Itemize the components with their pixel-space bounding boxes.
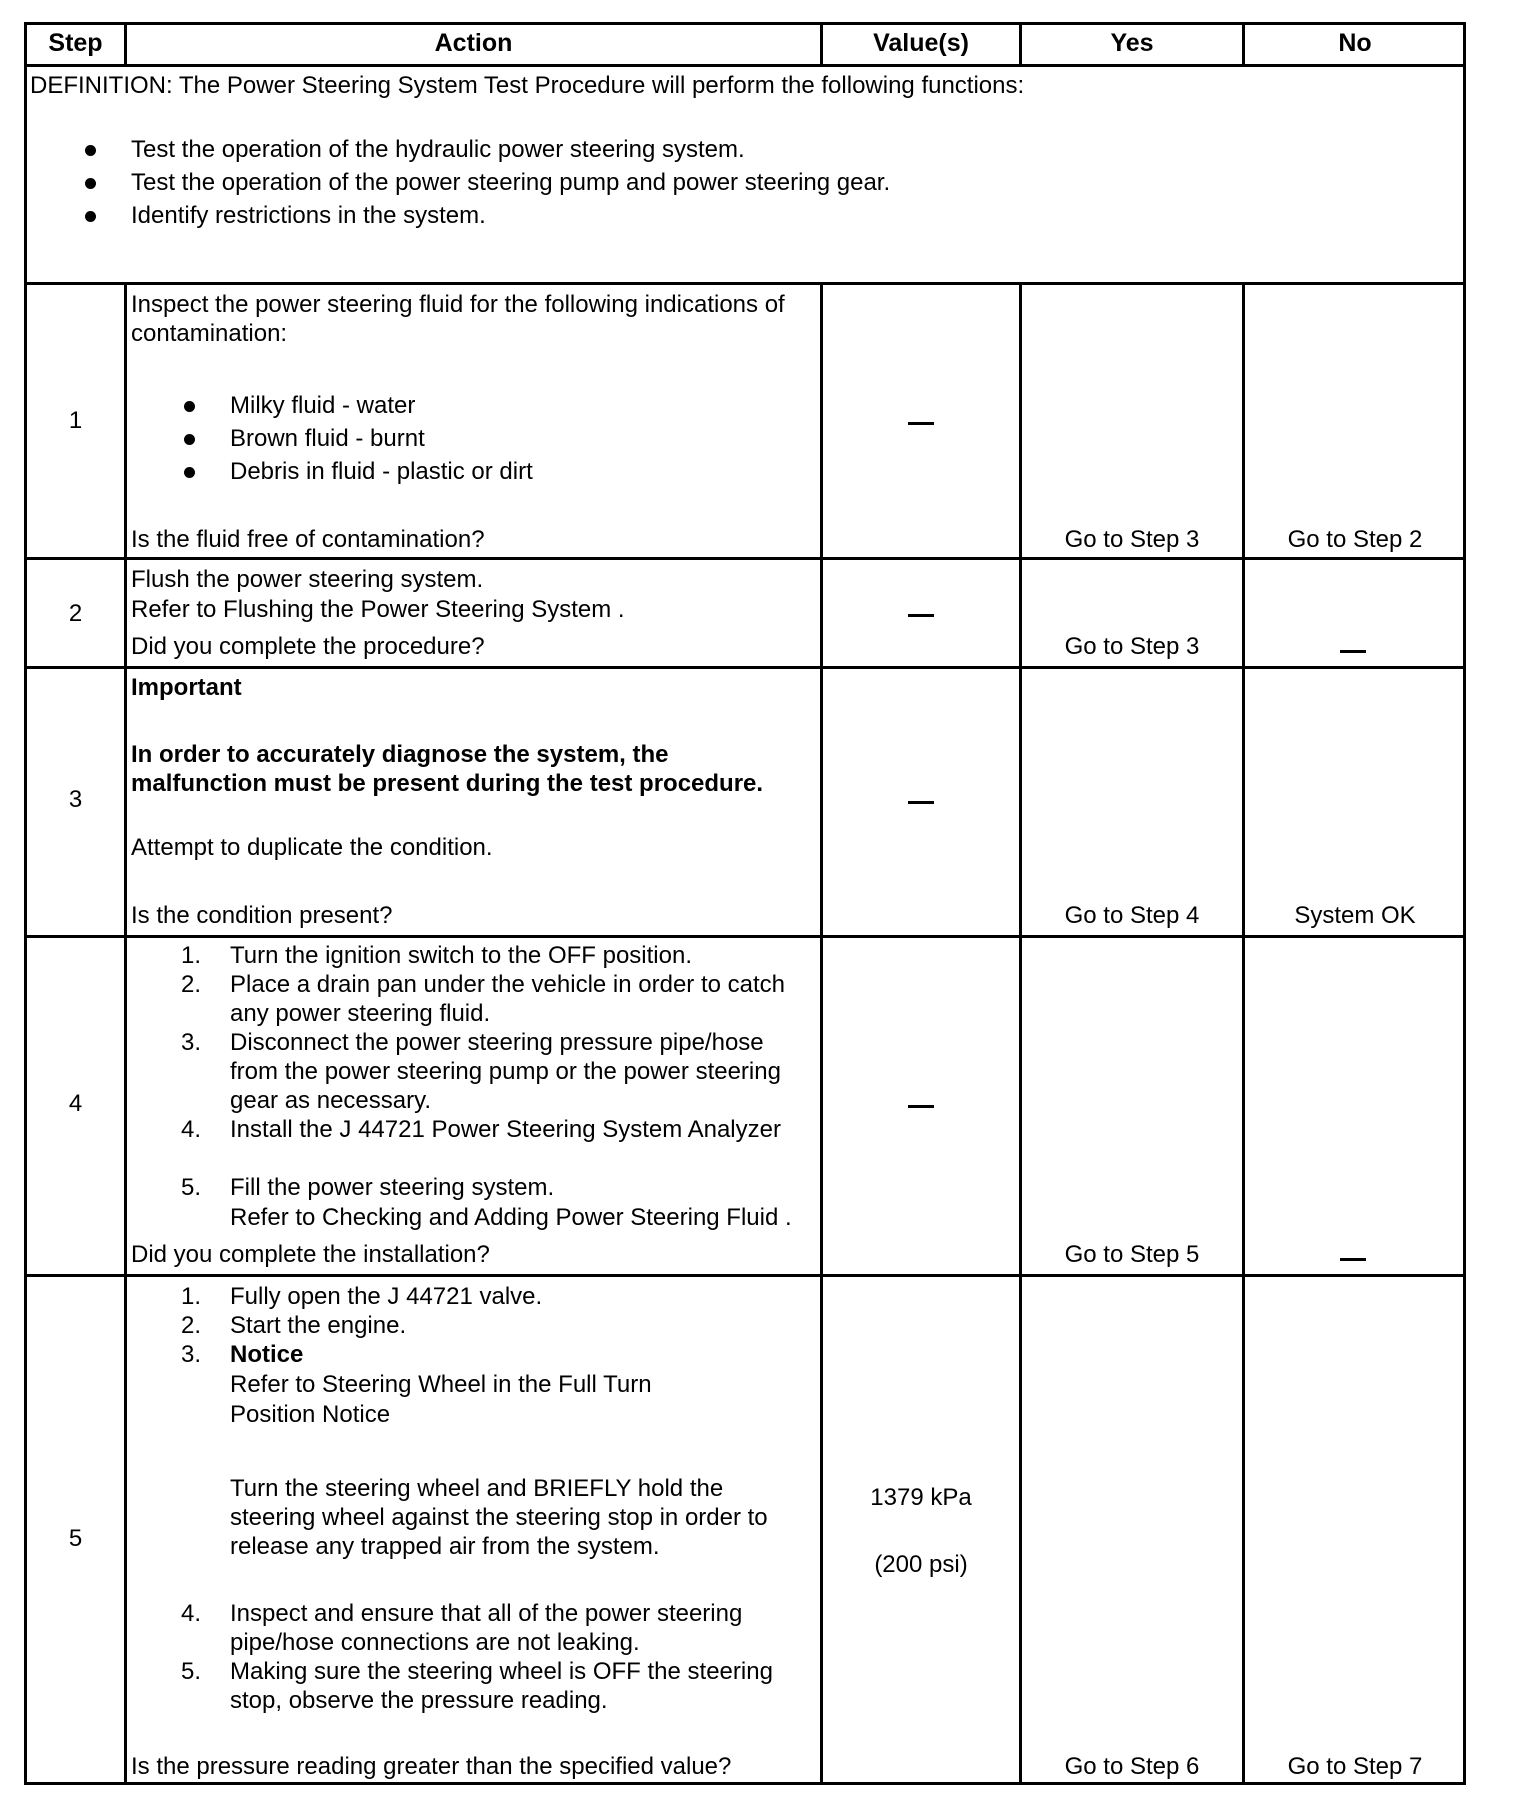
- header-action: Action: [434, 29, 513, 57]
- step-number: 3: [68, 786, 83, 813]
- action-bullet: Brown fluid - burnt: [230, 425, 425, 452]
- list-number: 2.: [181, 1312, 202, 1339]
- list-item: steering wheel against the steering stop in order to: [230, 1504, 768, 1531]
- empty-value-dash: [908, 801, 934, 804]
- empty-value-dash: [908, 422, 934, 425]
- list-item: Install the J 44721 Power Steering System Analyzer: [230, 1116, 781, 1143]
- yes-target: Go to Step 5: [1064, 1241, 1200, 1268]
- col-divider: [124, 282, 127, 1782]
- action-question: Did you complete the installation?: [131, 1241, 490, 1268]
- list-item: stop, observe the pressure reading.: [230, 1687, 608, 1714]
- list-number: 1.: [181, 1283, 202, 1310]
- important-label: Important: [131, 674, 242, 701]
- list-number: 5.: [181, 1658, 202, 1685]
- empty-value-dash: [908, 614, 934, 617]
- step-number: 2: [68, 600, 83, 627]
- list-item: any power steering fluid.: [230, 1000, 491, 1027]
- definition-text: DEFINITION: The Power Steering System Test Procedure will perform the following functions:: [30, 72, 1025, 99]
- notice-label: Notice: [230, 1341, 304, 1368]
- action-text: Flush the power steering system.: [131, 566, 484, 593]
- header-no: No: [1338, 29, 1372, 57]
- list-item: gear as necessary.: [230, 1087, 431, 1114]
- action-question: Is the condition present?: [131, 902, 393, 929]
- header-values: Value(s): [873, 29, 969, 57]
- specified-value: 1379 kPa: [870, 1484, 972, 1511]
- row-divider: [27, 1274, 1463, 1277]
- bullet-icon: [85, 211, 96, 222]
- list-item: Inspect and ensure that all of the power steering: [230, 1600, 743, 1627]
- no-target: System OK: [1294, 902, 1416, 929]
- header-yes: Yes: [1110, 29, 1154, 57]
- step-number: 4: [68, 1090, 83, 1117]
- list-item: Place a drain pan under the vehicle in order to catch: [230, 971, 786, 998]
- no-target: Go to Step 2: [1287, 526, 1423, 553]
- definition-bullet: Test the operation of the power steering pump and power steering gear.: [131, 169, 891, 196]
- row-divider: [27, 64, 1463, 67]
- list-number: 5.: [181, 1174, 202, 1201]
- definition-bullet: Test the operation of the hydraulic power steering system.: [131, 136, 745, 163]
- list-item: Fully open the J 44721 valve.: [230, 1283, 543, 1310]
- action-text: Inspect the power steering fluid for the following indications of: [131, 291, 785, 318]
- col-divider: [1019, 282, 1022, 1782]
- list-item: Start the engine.: [230, 1312, 407, 1339]
- header-step: Step: [48, 29, 103, 57]
- col-divider: [1242, 282, 1245, 1782]
- bullet-icon: [184, 401, 195, 412]
- definition-bullet: Identify restrictions in the system.: [131, 202, 486, 229]
- row-divider: [27, 935, 1463, 938]
- empty-no-dash: [1340, 650, 1366, 653]
- action-bullet: Debris in fluid - plastic or dirt: [230, 458, 533, 485]
- list-item: from the power steering pump or the power steering: [230, 1058, 781, 1085]
- list-item: release any trapped air from the system.: [230, 1533, 660, 1560]
- bullet-icon: [184, 434, 195, 445]
- important-text: malfunction must be present during the test procedure.: [131, 770, 764, 797]
- list-number: 3.: [181, 1341, 202, 1368]
- empty-no-dash: [1340, 1258, 1366, 1261]
- yes-target: Go to Step 4: [1064, 902, 1200, 929]
- step-number: 1: [68, 407, 83, 434]
- list-item: Refer to Checking and Adding Power Steering Fluid .: [230, 1204, 792, 1231]
- row-divider: [27, 666, 1463, 669]
- step-number: 5: [68, 1525, 83, 1552]
- action-text: Refer to Flushing the Power Steering System .: [131, 596, 625, 623]
- action-question: Is the fluid free of contamination?: [131, 526, 485, 553]
- list-number: 4.: [181, 1600, 202, 1627]
- action-question: Did you complete the procedure?: [131, 633, 485, 660]
- no-target: Go to Step 7: [1287, 1753, 1423, 1780]
- bullet-icon: [85, 145, 96, 156]
- list-item: Disconnect the power steering pressure pipe/hose: [230, 1029, 764, 1056]
- list-number: 3.: [181, 1029, 202, 1056]
- list-item: Refer to Steering Wheel in the Full Turn: [230, 1371, 652, 1398]
- diagnostic-table: [24, 22, 1466, 1785]
- action-text: Attempt to duplicate the condition.: [131, 834, 493, 861]
- action-question: Is the pressure reading greater than the specified value?: [131, 1753, 732, 1780]
- list-item: Making sure the steering wheel is OFF the steering: [230, 1658, 773, 1685]
- yes-target: Go to Step 3: [1064, 633, 1200, 660]
- list-item: Fill the power steering system.: [230, 1174, 555, 1201]
- yes-target: Go to Step 6: [1064, 1753, 1200, 1780]
- bullet-icon: [85, 178, 96, 189]
- list-item: pipe/hose connections are not leaking.: [230, 1629, 640, 1656]
- list-number: 1.: [181, 942, 202, 969]
- specified-value-psi: (200 psi): [874, 1551, 968, 1578]
- action-bullet: Milky fluid - water: [230, 392, 416, 419]
- list-item: Turn the steering wheel and BRIEFLY hold the: [230, 1475, 724, 1502]
- list-item: Position Notice: [230, 1401, 391, 1428]
- row-divider: [27, 557, 1463, 560]
- list-number: 2.: [181, 971, 202, 998]
- important-text: In order to accurately diagnose the system, the: [131, 741, 669, 768]
- action-text: contamination:: [131, 320, 288, 347]
- list-number: 4.: [181, 1116, 202, 1143]
- yes-target: Go to Step 3: [1064, 526, 1200, 553]
- row-divider: [27, 282, 1463, 285]
- bullet-icon: [184, 467, 195, 478]
- empty-value-dash: [908, 1105, 934, 1108]
- list-item: Turn the ignition switch to the OFF position.: [230, 942, 692, 969]
